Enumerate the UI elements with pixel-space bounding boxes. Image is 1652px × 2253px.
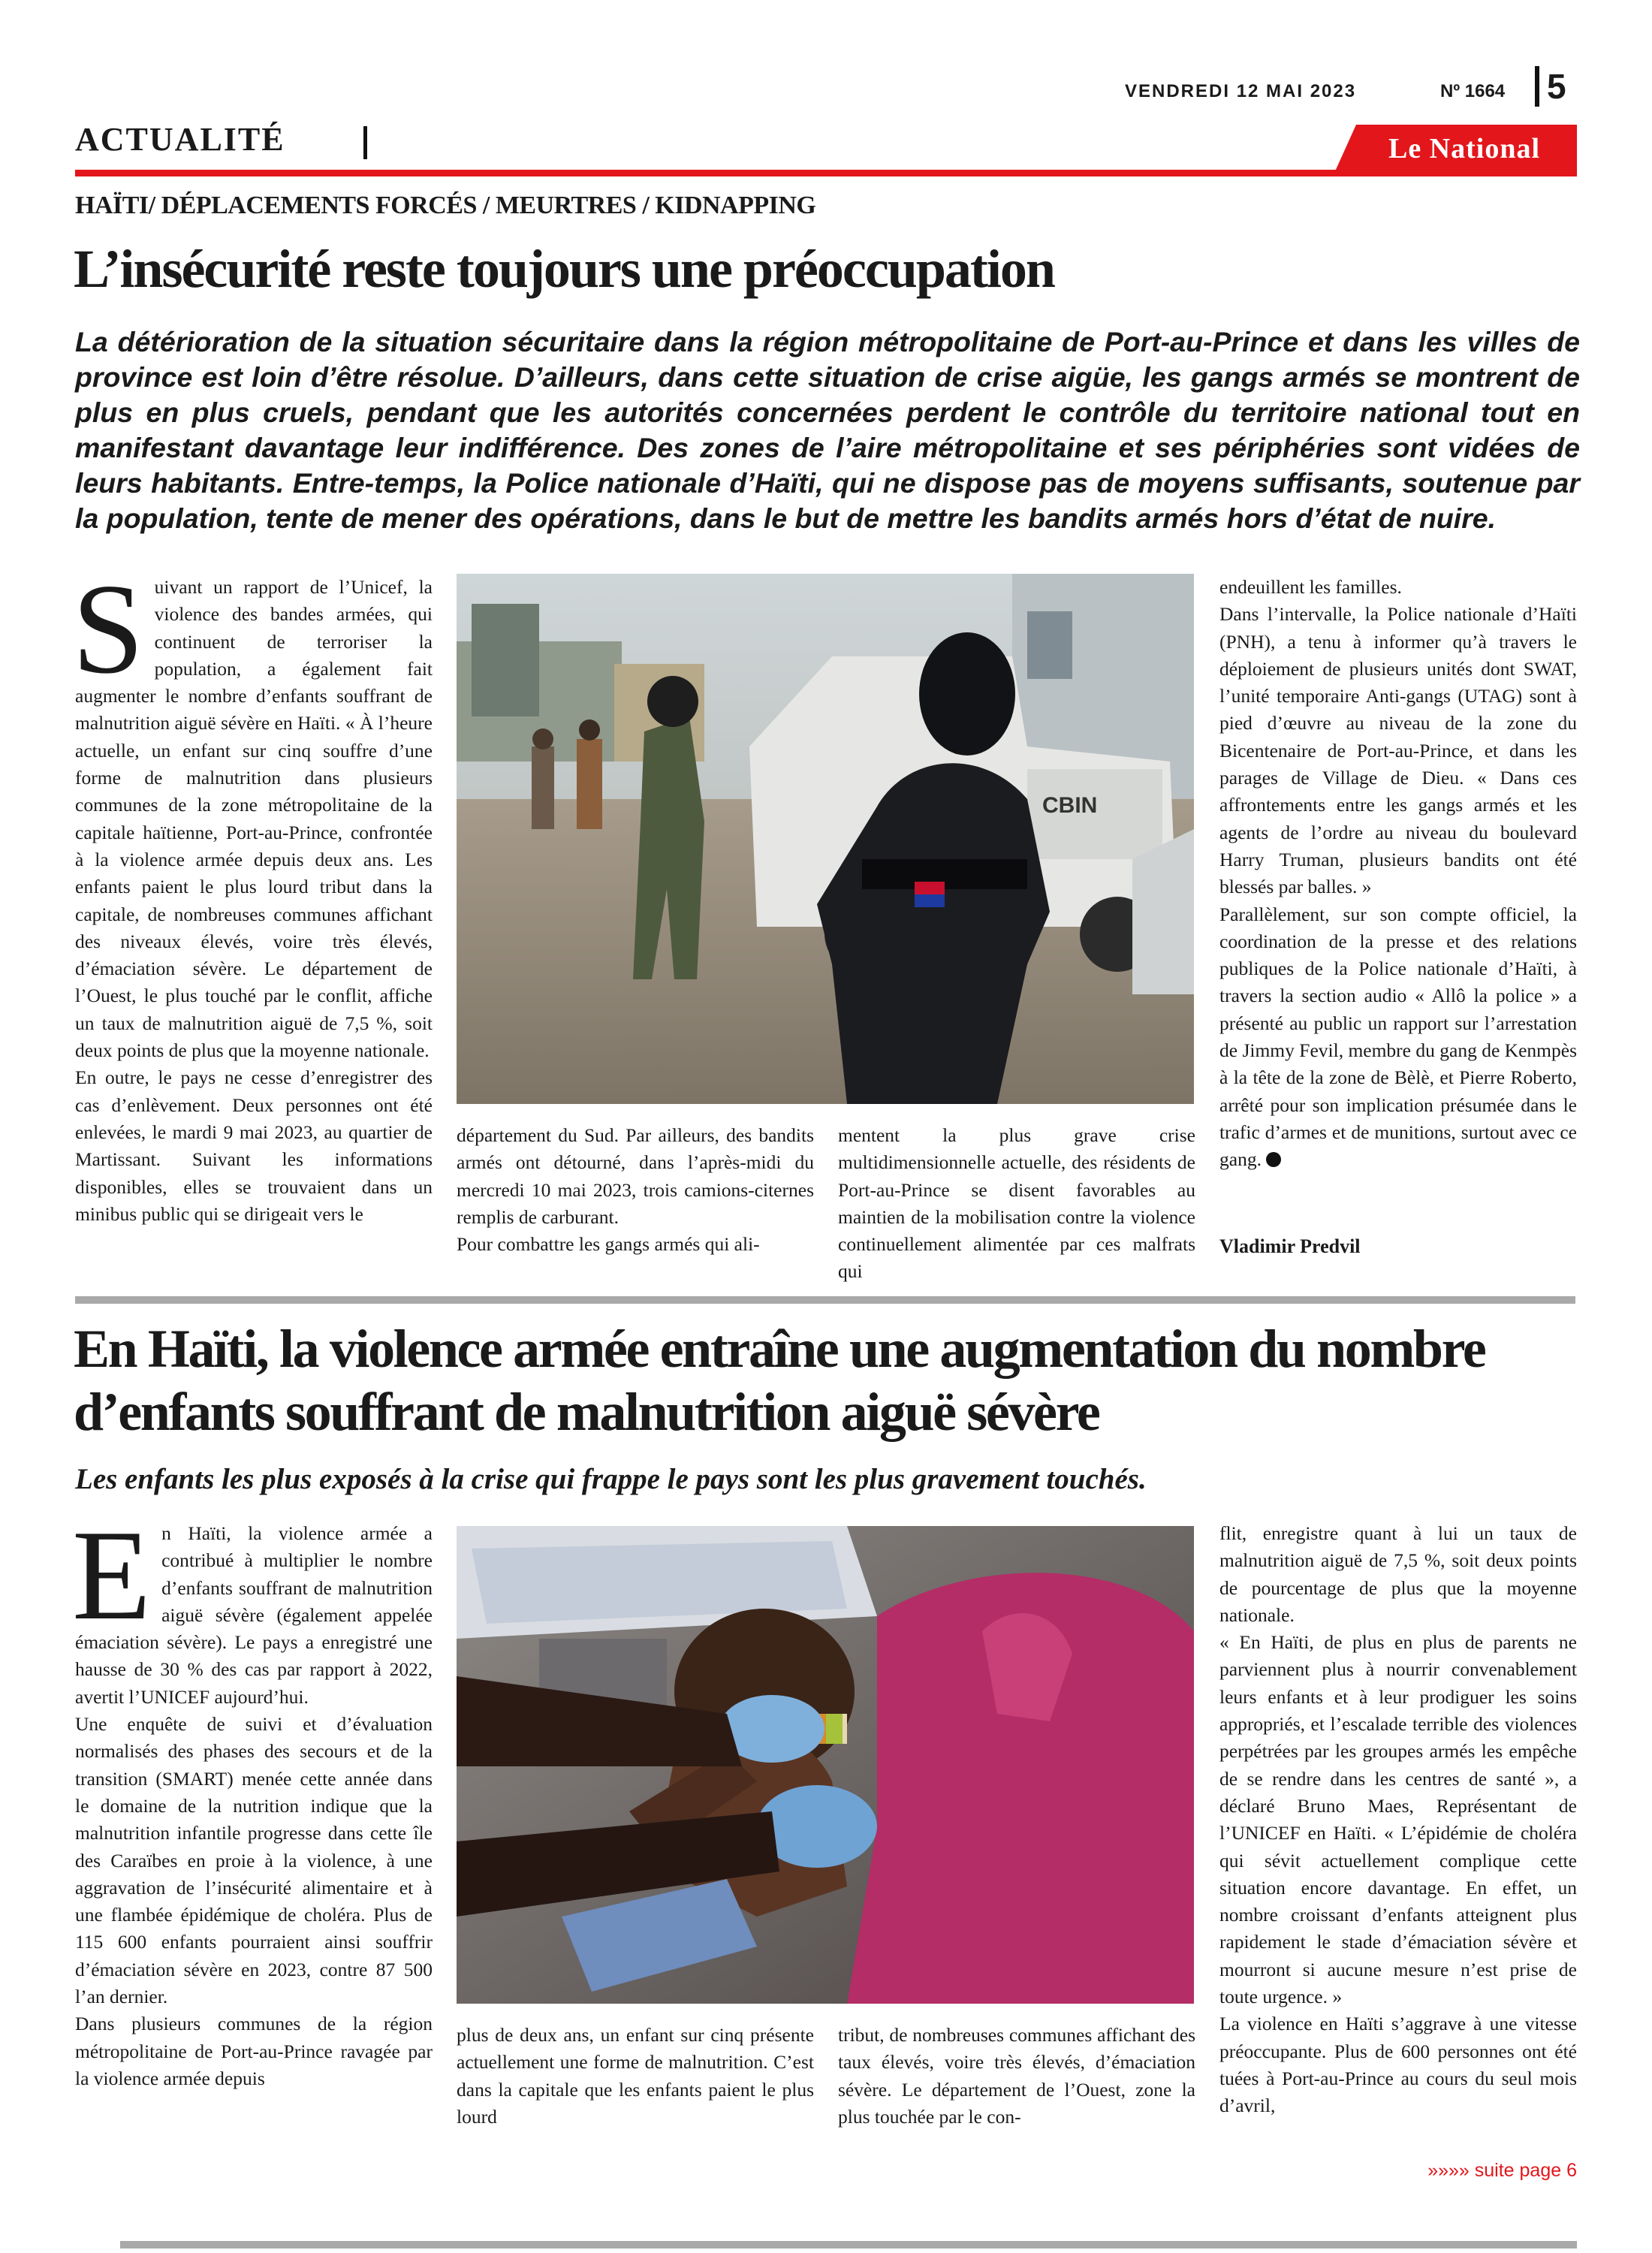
article1-dropcap: S xyxy=(72,558,144,701)
article1-paragraph-text: Parallèlement, sur son compte officiel, la coordination de la presse et des relations publiques de la Police nationale d’Haïti, à travers la section audio « Allô la police » a présenté au public un rapport sur l’arrestation de Jimmy Fevil, membre du gang de Kenmpès à la tête de la zone de Bèlè, et Pierre Roberto, arrêté pour son implication présumée dans le trafic d’armes et de munitions, surtout avec ce gang. xyxy=(1219,903,1577,1171)
page-number: 5 xyxy=(1547,67,1566,106)
article1-title: L’insécurité reste toujours une préoccupation xyxy=(74,239,1054,299)
article1-column-2 xyxy=(457,1122,814,1258)
footer-rule xyxy=(120,2241,1577,2248)
article1-column-3 xyxy=(838,1122,1195,1286)
continued-on-page-link[interactable]: »»»» suite page 6 xyxy=(1427,2160,1577,2181)
article2-lead: Les enfants les plus exposés à la crise qui frappe le pays sont les plus gravement touchés. xyxy=(75,1463,1147,1495)
article2-column-3 xyxy=(838,2022,1195,2131)
article2-photo-child-measurement xyxy=(457,1526,1194,2004)
article2-column-4 xyxy=(1219,1520,1577,2120)
article1-column-4 xyxy=(1219,574,1577,1174)
article2-paragraph: La violence en Haïti s’aggrave à une vitesse préoccupante. Plus de 600 personnes ont été tuées à Port-au-Prince au cours du seul mois d’avril, xyxy=(1219,2013,1577,2117)
article1-paragraph: département du Sud. Par ailleurs, des bandits armés ont détourné, dans l’après-midi du mercredi 10 mai 2023, trois camions-citernes remplis de carburant. xyxy=(457,1124,814,1228)
article-separator-rule xyxy=(75,1296,1575,1304)
header-red-rule xyxy=(75,170,1577,176)
issue-number: Nº 1664 xyxy=(1440,81,1506,101)
brand-name: Le National xyxy=(1388,133,1541,164)
section-label: ACTUALITÉ xyxy=(75,121,285,158)
article1-paragraph: mentent la plus grave crise multidimensionnelle actuelle, des résidents de Port-au-Prince se disent favorables au maintien de la mobilisation contre la violence continuellement alimentée par ces malfrats qui xyxy=(838,1124,1195,1283)
article1-lead: La détérioration de la situation sécuritaire dans la région métropolitaine de Port-au-Prince et dans les villes de province est loin d’être résolue. D’ailleurs, dans cette situation de crise aigüe, les gangs armés se montrent de plus en plus cruels, pendant que les autorités concernées perdent le contrôle du territoire national tout en manifestant davantage leur indifférence. Des zones de l’aire métropolitaine et ses périphéries sont vidées de leurs habitants. Entre-temps, la Police nationale d’Haïti, qui ne dispose pas de moyens suffisants, soutenue par la population, tente de mener des opérations, dans le but de mettre les bandits armés hors d’état de nuire. xyxy=(75,326,1580,534)
article1-kicker: HAÏTI/ DÉPLACEMENTS FORCÉS / MEURTRES / KIDNAPPING xyxy=(75,192,816,219)
article2-dropcap: E xyxy=(72,1504,152,1647)
article1-author: Vladimir Predvil xyxy=(1219,1235,1361,1257)
header-divider xyxy=(1535,66,1539,107)
article1-paragraph: Dans l’intervalle, la Police nationale d’Haïti (PNH), a tenu à informer qu’à travers le déploiement de plusieurs unités dont SWAT, l’unité temporaire Anti-gangs (UTAG) sont à pied d’œuvre au niveau de la zone du Bicentenaire de Port-au-Prince, et dans les parages de Village de Dieu. « Dans ces affrontements entre les gangs armés et les agents de l’ordre au niveau du boulevard Harry Truman, plusieurs bandits ont été blessés par balles. » xyxy=(1219,603,1577,898)
section-divider xyxy=(363,126,367,159)
article2-paragraph: Une enquête de suivi et d’évaluation normalisés des phases des secours et de la transition (SMART) menée cette année dans le domaine de la nutrition indique que la malnutrition infantile progresse dans cette île des Caraïbes en proie à la violence, à une aggravation de l’insécurité alimentaire et à une flambée épidémique de choléra. Plus de 115 600 enfants pourraient ainsi souffrir d’émaciation sévère en 2023, contre 87 500 l’an dernier. xyxy=(75,1713,433,2008)
article2-paragraph: tribut, de nombreuses communes affichant des taux élevés, voire très élevés, d’émaciation sévère. Le département de l’Ouest, zone la plus touchée par le con- xyxy=(838,2024,1195,2128)
article1-paragraph: uivant un rapport de l’Unicef, la violence des bandes armées, qui continuent de terroriser la population, a également fait augmenter le nombre d’enfants souffrant de malnutrition aiguë sévère en Haïti. « À l’heure actuelle, un enfant sur cinq souffre d’une forme de malnutrition dans plusieurs communes de la zone métropolitaine de la capitale haïtienne, Port-au-Prince, confrontée à la violence armée depuis deux ans. Les enfants paient le plus lourd tribut dans la capitale, de nombreuses communes affichant des niveaux élevés, voire très élevés, d’émaciation sévère. Le département de l’Ouest, le plus touché par le conflit, affiche un taux de malnutrition aiguë de 7,5 %, soit deux points de plus que la moyenne nationale. xyxy=(75,576,433,1062)
article2-column-2 xyxy=(457,2022,814,2131)
article2-paragraph: n Haïti, la violence armée a contribué à multiplier le nombre d’enfants souffrant de malnutrition aiguë sévère (également appelée émaciation sévère). Le pays a enregistré une hausse de 30 % des cas par rapport à 2022, avertit l’UNICEF aujourd’hui. xyxy=(75,1522,433,1708)
truck-plate-text: CBIN xyxy=(1042,793,1098,818)
article1-paragraph: endeuillent les familles. xyxy=(1219,576,1402,598)
article2-column-1 xyxy=(72,1504,433,2092)
article1-photo-police xyxy=(457,574,1194,1104)
article2-paragraph: « En Haïti, de plus en plus de parents ne parviennent plus à nourrir convenablement leurs enfants et à leur prodiguer les soins appropriés, et l’escalade terrible des violences perpétrées par les groupes armés les empêche de se rendre dans les centres de santé », a déclaré Bruno Maes, Représentant de l’UNICEF en Haïti. « L’épidémie de choléra qui sévit actuellement complique cette situation encore davantage. En effet, un nombre croissant d’enfants atteignent plus rapidement le stade d’émaciation sévère et mourront si aucune mesure n’est prise de toute urgence. » xyxy=(1219,1631,1577,2008)
end-of-article-mark xyxy=(1266,1152,1281,1167)
article2-paragraph: plus de deux ans, un enfant sur cinq présente actuellement une forme de malnutrition. C’est dans la capitale que les enfants paient le plus lourd xyxy=(457,2024,814,2128)
article1-paragraph: Pour combattre les gangs armés qui ali- xyxy=(457,1233,760,1256)
article1-paragraph: En outre, le pays ne cesse d’enregistrer des cas d’enlèvement. Deux personnes ont été enlevées, le mardi 9 mai 2023, au quartier de Martissant. Suivant les informations disponibles, elles se trouvaient dans un minibus public qui se dirigeait vers le xyxy=(75,1066,433,1225)
article2-title: En Haïti, la violence armée entraîne une augmentation du nombre d’enfants souffrant de malnutrition aiguë sévère xyxy=(74,1319,1485,1442)
article2-paragraph: flit, enregistre quant à lui un taux de malnutrition aiguë de 7,5 %, soit deux points de pourcentage de plus que la moyenne nationale. xyxy=(1219,1522,1577,1626)
issue-date: VENDREDI 12 MAI 2023 xyxy=(1125,81,1357,101)
article1-paragraph xyxy=(1219,901,1577,1174)
article1-column-1 xyxy=(72,558,433,1228)
article2-paragraph: Dans plusieurs communes de la région métropolitaine de Port-au-Prince ravagée par la violence armée depuis xyxy=(75,2013,433,2089)
